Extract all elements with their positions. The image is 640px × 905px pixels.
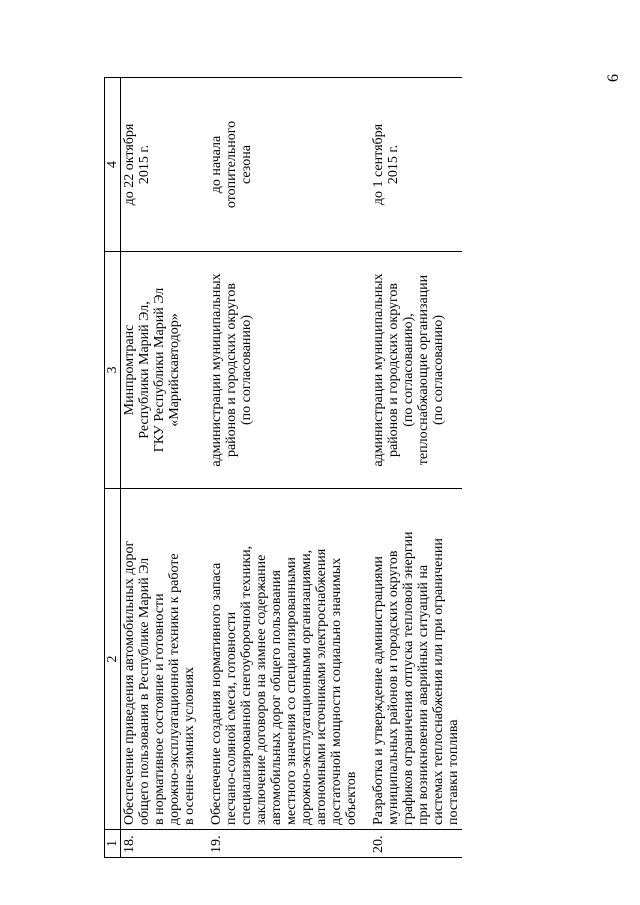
- responsible-line: ГКУ Республики Марий Эл: [152, 287, 167, 453]
- deadline-line: до 1 сентября: [371, 123, 386, 206]
- page-number: 6: [605, 74, 622, 82]
- task-cell: [121, 489, 204, 830]
- responsible-line: (по согласованию): [431, 314, 446, 426]
- task-line: автономными источниками электроснабжения: [314, 548, 329, 825]
- rotated-table-container: [104, 78, 494, 858]
- deadline-cell: [121, 78, 204, 252]
- table-row: [121, 78, 204, 858]
- deadline-line: 2015 г.: [137, 144, 152, 185]
- table-header-row: [105, 78, 121, 858]
- deadline-line: отопительного: [224, 120, 239, 209]
- responsible-line: Республики Марий Эл,: [137, 301, 152, 439]
- deadline-line: 2015 г.: [386, 144, 401, 185]
- task-line: в нормативное состояние и готовности: [152, 593, 167, 825]
- task-line: поставки топлива: [446, 719, 461, 825]
- responsible-cell: [365, 252, 462, 489]
- table-row: [203, 78, 365, 858]
- deadline-cell: [365, 78, 462, 252]
- responsible-line: администрации муниципальных: [209, 273, 224, 467]
- task-line: при возникновении аварийных ситуаций на: [416, 564, 431, 825]
- table-row: [365, 78, 462, 858]
- task-cell: [203, 489, 365, 830]
- header-col-2: 2: [105, 489, 121, 830]
- task-line: достаточной мощности социально значимых: [329, 557, 344, 825]
- task-line: объектов: [344, 771, 359, 825]
- task-line: Обеспечение приведения автомобильных дорог: [122, 540, 137, 825]
- responsible-cell: [203, 252, 365, 489]
- responsible-line: «Марийскавтодор»: [167, 313, 182, 427]
- measures-table: [104, 77, 462, 858]
- responsible-line: районов и городских округов: [386, 282, 401, 458]
- responsible-cell: [121, 252, 204, 489]
- task-line: муниципальных районов и городских округов: [386, 550, 401, 825]
- header-col-1: 1: [105, 830, 121, 858]
- header-col-3: 3: [105, 252, 121, 489]
- task-line: Обеспечение создания нормативного запаса: [209, 562, 224, 825]
- task-line: песчано-соляной смеси, готовности: [224, 611, 239, 825]
- header-col-4: 4: [105, 78, 121, 252]
- task-line: графиков ограничения отпуска тепловой энергии: [401, 531, 416, 825]
- task-line: системах теплоснабжения или при ограничении: [431, 538, 446, 825]
- responsible-line: (по согласованию): [239, 314, 254, 426]
- row-number: 20.: [365, 830, 462, 858]
- responsible-line: теплоснабжающие организации: [416, 274, 431, 466]
- task-line: дорожно-эксплуатационными организациями,: [299, 549, 314, 825]
- task-line: Разработка и утверждение администрациями: [371, 556, 386, 825]
- task-line: автомобильных дорог общего пользования: [269, 570, 284, 825]
- task-cell: [365, 489, 462, 830]
- deadline-line: сезона: [239, 145, 254, 184]
- row-number: 18.: [121, 830, 204, 858]
- task-line: дорожно-эксплуатационной техники к работе: [167, 553, 182, 825]
- responsible-line: районов и городских округов: [224, 282, 239, 458]
- task-line: местного значения со специализированными: [284, 557, 299, 825]
- deadline-line: до 22 октября: [122, 123, 137, 206]
- responsible-line: (по согласованию),: [401, 313, 416, 427]
- responsible-line: администрации муниципальных: [371, 273, 386, 467]
- deadline-cell: [203, 78, 365, 252]
- responsible-line: Минпромтранс: [122, 324, 137, 416]
- row-number: 19.: [203, 830, 365, 858]
- task-line: в осенне-зимних условиях: [182, 666, 197, 825]
- deadline-line: до начала: [209, 135, 224, 194]
- task-line: специализированной снегоуборочной техники,: [239, 545, 254, 825]
- task-line: заключение договоров на зимнее содержание: [254, 554, 269, 825]
- task-line: общего пользования в Республике Марий Эл: [137, 557, 152, 825]
